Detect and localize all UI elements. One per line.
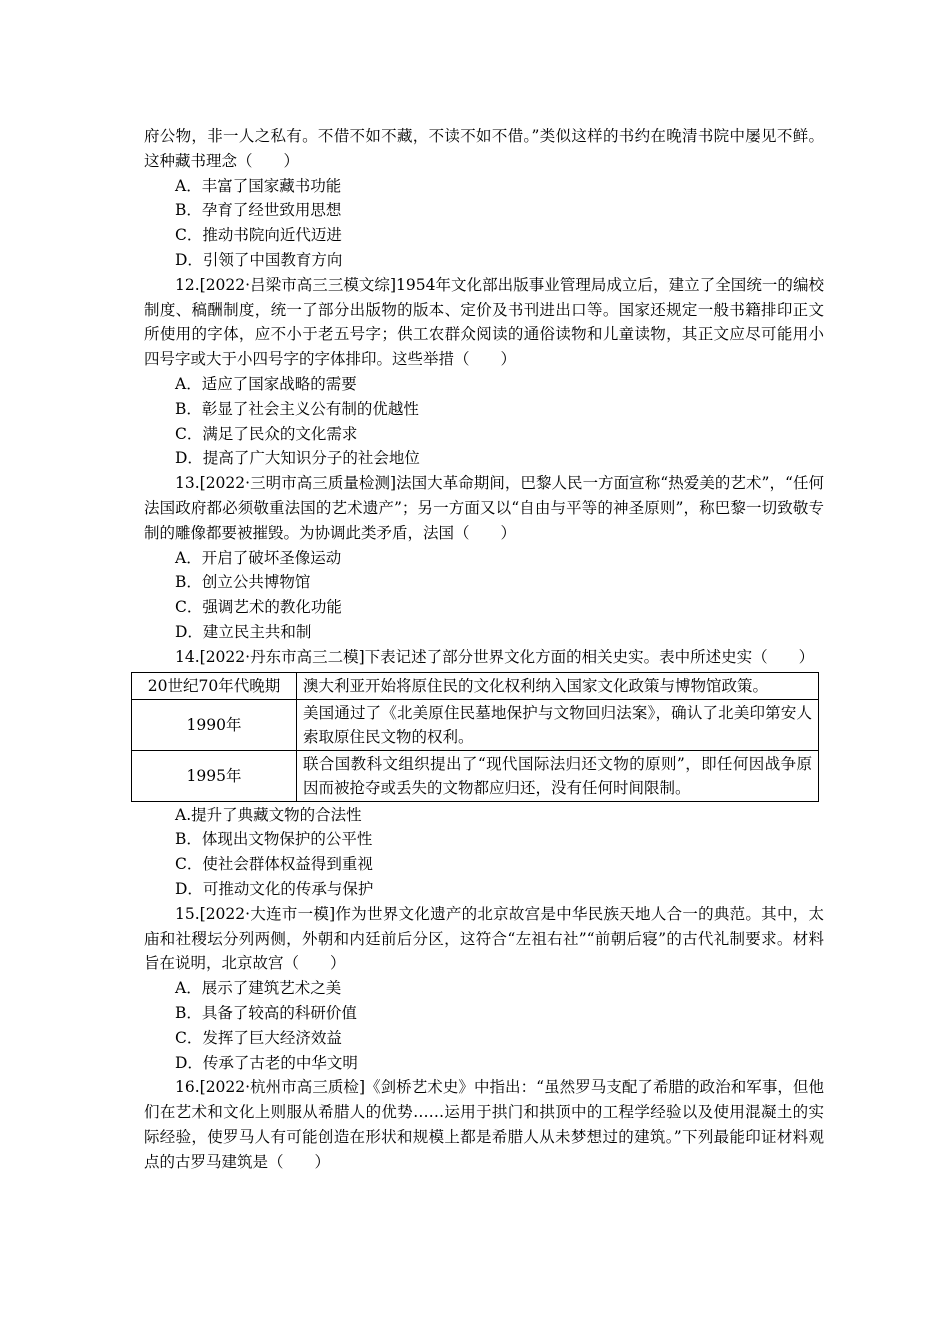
option-a: A．开启了破坏圣像运动 [175, 548, 342, 567]
option-c: C．发挥了巨大经济效益 [175, 1028, 342, 1047]
document-page [144, 124, 824, 1174]
intro-question-text: 府公物，非一人之私有。不借不如不藏，不读不如不借。”类似这样的书约在晚清书院中屡见不鲜。这种藏书理念（ ） [144, 127, 824, 170]
table-cell-fact: 美国通过了《北美原住民墓地保护与文物回归法案》，确认了北美印第安人索取原住民文物的权利。 [297, 699, 819, 750]
option-b: B．彰显了社会主义公有制的优越性 [175, 399, 419, 418]
option-a: A.提升了典藏文物的合法性 [175, 805, 362, 824]
question-12 [144, 273, 824, 372]
table-cell-period: 20世纪70年代晚期 [132, 672, 297, 699]
option-c: C．推动书院向近代迈进 [175, 226, 342, 245]
table-row [132, 672, 819, 699]
question-14-options [144, 803, 824, 902]
option-d: D．引领了中国教育方向 [175, 250, 343, 269]
option-d: D．建立民主共和制 [175, 622, 312, 641]
option-a: A．适应了国家战略的需要 [175, 374, 357, 393]
question-13-source: 13.[2022·三明市高三质量检测] [175, 474, 397, 493]
history-table [131, 672, 819, 802]
question-15-text: 作为世界文化遗产的北京故宫是中华民族天地人合一的典范。其中，太庙和社稷坛分列两侧，外朝和内廷前后分区，这符合“左祖右社”“前朝后寝”的古代礼制要求。材料旨在说明，北京故宫（ ） [144, 904, 824, 973]
table-row [132, 699, 819, 750]
question-13-text: 法国大革命期间，巴黎人民一方面宣称“热爱美的艺术”，“任何法国政府都必须敬重法国的艺术遗产”；另一方面又以“自由与平等的神圣原则”，称巴黎一切致敬专制的雕像都要被摧毁。为协调此类矛盾，法国（ ） [144, 474, 824, 542]
question-16-text: 《剑桥艺术史》中指出：“虽然罗马支配了希腊的政治和军事，但他们在艺术和文化上则服从希腊人的优势……运用于拱门和拱顶中的工程学经验以及使用混凝土的实际经验，使罗马人有可能创造在形状和规模上都是希腊人从未梦想过的建筑。”下列最能印证材料观点的古罗马建筑是（ ） [144, 1078, 824, 1171]
table-row [132, 750, 819, 801]
table-cell-period: 1995年 [132, 750, 297, 801]
question-16 [144, 1075, 824, 1174]
question-14 [144, 645, 824, 670]
table-cell-fact: 澳大利亚开始将原住民的文化权利纳入国家文化政策与博物馆政策。 [297, 672, 819, 699]
question-14-source: 14.[2022·丹东市高三二模] [175, 647, 365, 666]
option-b: B．孕育了经世致用思想 [175, 201, 342, 220]
question-15 [144, 902, 824, 976]
option-b: B．体现出文物保护的公平性 [175, 830, 373, 849]
question-14-text: 下表记述了部分世界文化方面的相关史实。表中所述史实（ ） [364, 647, 815, 666]
option-c: C．使社会群体权益得到重视 [175, 855, 373, 874]
option-c: C．满足了民众的文化需求 [175, 424, 358, 443]
question-12-text: 1954年文化部出版事业管理局成立后，建立了全国统一的编校制度、稿酬制度，统一了部分出版物的版本、定价及书刊进出口等。国家还规定一般书籍排印正文所使用的字体，应不小于老五号字；供工农群众阅读的通俗读物和儿童读物，其正文应尽可能用小四号字或大于小四号字的字体排印。这些举措（ ） [144, 275, 824, 369]
option-a: A．丰富了国家藏书功能 [175, 176, 342, 195]
question-15-source: 15.[2022·大连市一模] [175, 904, 336, 923]
question-13 [144, 471, 824, 545]
option-d: D．提高了广大知识分子的社会地位 [175, 449, 420, 468]
table-cell-period: 1990年 [132, 699, 297, 750]
question-15-options [144, 976, 824, 1075]
option-a: A．展示了建筑艺术之美 [175, 979, 342, 998]
option-b: B．具备了较高的科研价值 [175, 1003, 357, 1022]
question-12-source: 12.[2022·吕梁市高三三模文综] [175, 275, 397, 294]
question-13-options [144, 546, 824, 645]
option-b: B．创立公共博物馆 [175, 573, 311, 592]
option-d: D．传承了古老的中华文明 [175, 1053, 358, 1072]
option-c: C．强调艺术的教化功能 [175, 598, 342, 617]
question-16-source: 16.[2022·杭州市高三质检] [175, 1078, 366, 1097]
question-12-options [144, 372, 824, 471]
intro-options [144, 174, 824, 273]
table-cell-fact: 联合国教科文组织提出了“现代国际法归还文物的原则”，即任何因战争原因而被抢夺或丢失的文物都应归还，没有任何时间限制。 [297, 750, 819, 801]
option-d: D．可推动文化的传承与保护 [175, 879, 374, 898]
